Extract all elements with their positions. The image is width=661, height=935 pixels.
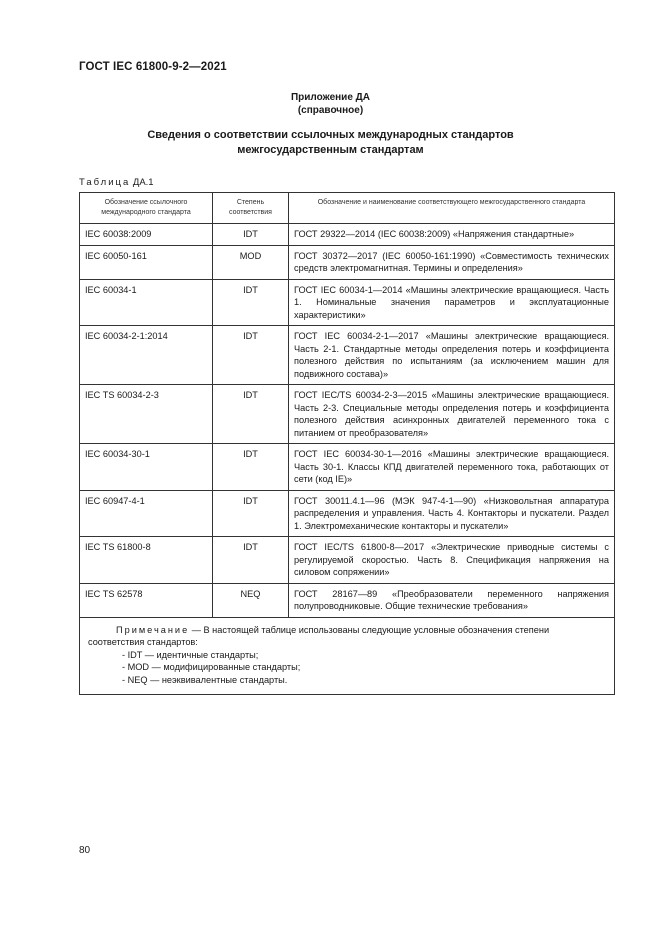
appendix-heading [0, 91, 661, 117]
degree-cell: MOD [213, 245, 289, 279]
column-header-reference: Обозначение ссылочного международного стандарта [80, 193, 213, 224]
reference-standard-cell: IEC 60947-4-1 [80, 490, 213, 537]
page-number: 80 [79, 845, 91, 856]
degree-cell: NEQ [213, 583, 289, 617]
gost-standard-cell: ГОСТ IEC 60034-30-1—2016 «Машины электрические вращающиеся. Часть 30-1. Классы КПД двигателей переменного тока, работающих от сети (код IE)» [289, 444, 615, 491]
section-title-line-1: Сведения о соответствии ссылочных международных стандартов [147, 129, 514, 141]
column-header-gost: Обозначение и наименование соответствующего межгосударственного стандарта [289, 193, 615, 224]
table-row [80, 326, 615, 385]
reference-standard-cell: IEC 60038:2009 [80, 224, 213, 246]
gost-standard-cell: ГОСТ IEC/TS 61800-8—2017 «Электрические приводные системы с регулируемой скоростью. Часть 8. Спецификация напряжения на силовом сопряжении» [289, 537, 615, 584]
gost-standard-cell: ГОСТ IEC 60034-2-1—2017 «Машины электрические вращающиеся. Часть 2-1. Стандартные методы определения потерь и коэффициента полезного действия по испытаниям (за исключением машин для подвижного состава)» [289, 326, 615, 385]
degree-cell: IDT [213, 537, 289, 584]
reference-standard-cell: IEC TS 60034-2-3 [80, 385, 213, 444]
degree-cell: IDT [213, 326, 289, 385]
gost-standard-cell: ГОСТ IEC/TS 60034-2-3—2015 «Машины электрические вращающиеся. Часть 2-3. Специальные методы определения потерь и коэффициента полезного действия асинхронных двигателей переменного тока с питанием от преобразователя» [289, 385, 615, 444]
gost-standard-cell: ГОСТ 28167—89 «Преобразователи переменного напряжения полупроводниковые. Общие технические требования» [289, 583, 615, 617]
table-row [80, 224, 615, 246]
column-header-degree: Степень соответствия [213, 193, 289, 224]
note-text: — В настоящей таблице использованы следующие условные обозначения степени соответствия стандартов: [88, 624, 550, 647]
gost-standard-cell: ГОСТ IEC 60034-1—2014 «Машины электрические вращающиеся. Часть 1. Номинальные значения параметров и эксплуатационные характеристики» [289, 279, 615, 326]
note-item-neq: - NEQ — неэквивалентные стандарты. [122, 674, 288, 685]
table-caption-label: Таблица [79, 177, 131, 188]
degree-cell: IDT [213, 385, 289, 444]
table-row [80, 444, 615, 491]
gost-standard-cell: ГОСТ 30011.4.1—96 (МЭК 947-4-1—90) «Низковольтная аппаратура распределения и управления. Часть 4. Контакторы и пускатели. Раздел 1. Электромеханические контакторы и пускатели» [289, 490, 615, 537]
degree-cell: IDT [213, 490, 289, 537]
table-row [80, 583, 615, 617]
reference-standard-cell: IEC 60034-30-1 [80, 444, 213, 491]
section-title [0, 128, 661, 158]
correspondence-table [79, 192, 615, 695]
appendix-subtitle: (справочное) [297, 105, 364, 116]
gost-standard-cell: ГОСТ 30372—2017 (IEC 60050-161:1990) «Совместимость технических средств электромагнитная. Термины и определения» [289, 245, 615, 279]
table-row [80, 490, 615, 537]
section-title-line-2: межгосударственным стандартам [237, 144, 424, 156]
reference-standard-cell: IEC TS 61800-8 [80, 537, 213, 584]
table-row [80, 245, 615, 279]
reference-standard-cell: IEC 60034-2-1:2014 [80, 326, 213, 385]
note-item-mod: - MOD — модифицированные стандарты; [122, 662, 301, 672]
table-caption [79, 177, 154, 188]
appendix-title: Приложение ДА [290, 92, 371, 103]
table-row [80, 537, 615, 584]
table-note [80, 617, 615, 695]
degree-cell: IDT [213, 444, 289, 491]
table-header-row [80, 193, 615, 224]
note-item-idt: - IDT — идентичные стандарты; [122, 649, 259, 660]
table-caption-number: ДА.1 [132, 177, 154, 188]
table-row [80, 279, 615, 326]
table-row [80, 385, 615, 444]
degree-cell: IDT [213, 279, 289, 326]
reference-standard-cell: IEC 60034-1 [80, 279, 213, 326]
table-note-row [80, 617, 615, 695]
reference-standard-cell: IEC 60050-161 [80, 245, 213, 279]
note-intro [88, 624, 606, 649]
gost-standard-cell: ГОСТ 29322—2014 (IEC 60038:2009) «Напряжения стандартные» [289, 224, 615, 246]
reference-standard-cell: IEC TS 62578 [80, 583, 213, 617]
note-label: Примечание [116, 624, 190, 635]
document-header: ГОСТ IEC 61800-9-2—2021 [79, 61, 227, 73]
degree-cell: IDT [213, 224, 289, 246]
